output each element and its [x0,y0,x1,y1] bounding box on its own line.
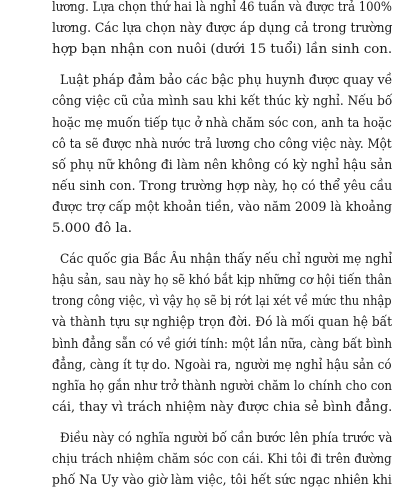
text-line: công việc cũ của mình sau khi kết thúc kỳ nghỉ. Nếu bố [52,94,393,110]
text-line: nếu sinh con. Trong trường hợp này, họ có thể yêu cầu [52,178,393,194]
text-line: phố Na Uy vào giờ làm việc, tôi hết sức ngạc nhiên khi [52,473,392,488]
text-line: hoặc mẹ muốn tiếp tục ở nhà chăm sóc con, anh ta hoặc [52,115,392,131]
text-line: hợp bạn nhận con nuôi (dưới 15 tuổi) lần sinh con. [52,42,393,58]
text-line: Các quốc gia Bắc Âu nhận thấy nếu chỉ người mẹ nghỉ [60,252,393,268]
text-line: Luật pháp đảm bảo các bậc phụ huynh được quay về [60,73,393,89]
text-line: số phụ nữ không đi làm nên không có kỳ nghỉ hậu sản [52,157,393,173]
text-line: hậu sản, sau này họ sẽ khó bắt kịp những cơ hội tiến thân [52,273,392,289]
text-line: bình đẳng sẵn có về giới tính: một lần nữa, càng bất bình [52,336,393,352]
text-line: Điều này có nghĩa người bố cần bước lên phía trước và [60,430,393,446]
text-line: chịu trách nhiệm chăm sóc con cái. Khi tôi đi trên đường [52,452,392,467]
text-line: nghĩa họ gắn như trở thành người chăm lo chính cho con [52,378,393,394]
text-line: lương. Các lựa chọn này được áp dụng cả trong trường [52,21,393,37]
text-line: trong công việc, vì vậy họ sẽ bị rớt lại xét về mức thu nhập [52,294,392,310]
text-line: được trợ cấp một khoản tiền, vào năm 2009 là khoảng [52,199,393,215]
text-line: cái, thay vì trách nhiệm này được chia sẻ bình đẳng. [52,399,393,415]
text-line: đẳng, càng ít tự do. Ngoài ra, người mẹ nghỉ hậu sản có [52,357,392,373]
text-line: và thành tựu sự nghiệp trọn đời. Đó là mối quan hệ bất [52,315,393,331]
text-line: cô ta sẽ được nhà nước trả lương cho công việc này. Một [52,136,392,152]
text-line: 5.000 đô la. [52,221,133,236]
text-line: lương. Lựa chọn thứ hai là nghỉ 46 tuần và được trả 100% [52,0,392,15]
